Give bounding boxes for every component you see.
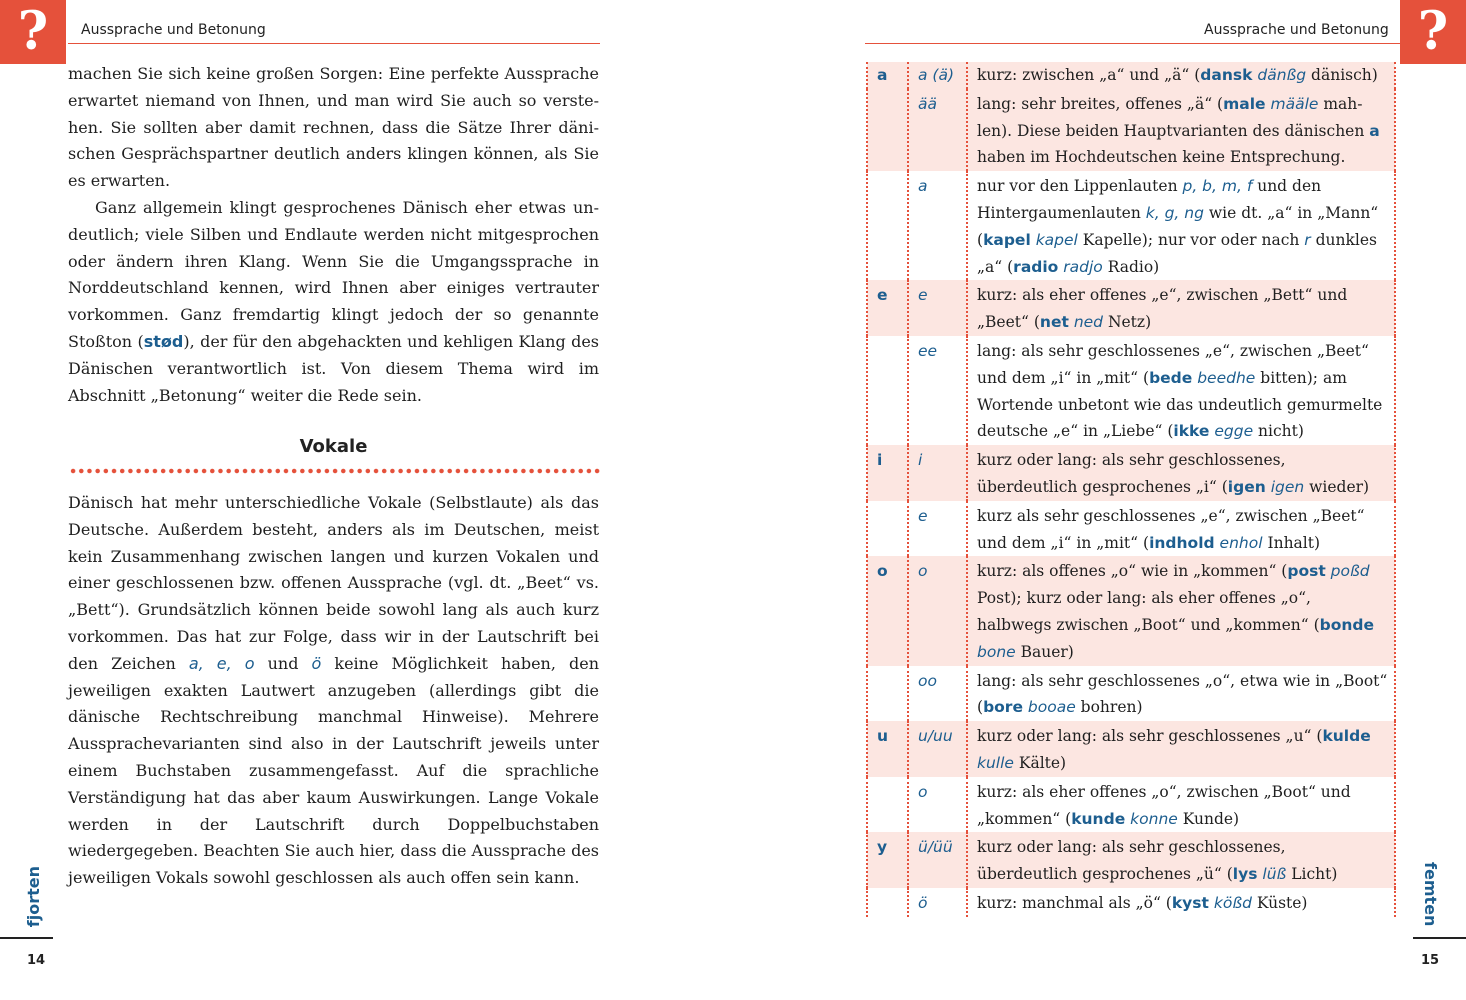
table-row: i i kurz oder lang: als sehr geschlossenes, überdeutlich gesprochenes „i“ (igen igen wieder)	[867, 445, 1395, 501]
table-row: ee lang: als sehr geschlossenes „e“, zwischen „Beet“ und dem „i“ in „mit“ (bede beedhe bitten); am Wortende unbetont wie das undeutlich gemurmelte deutsche „e“ in „Liebe“ (ikke egge nicht)	[867, 336, 1395, 445]
footer-rule-right	[1413, 937, 1466, 939]
paragraph: Dänisch hat mehr unterschiedliche Vokale (Selbstlaute) als das Deutsche. Außerdem besteht, anders als im Deutschen, meist kein Zusammenhang zwischen langen und kurzen Vokalen und einer geschlossenen bzw. offenen Aussprache (vgl. dt. „Beet“ vs. „Bett“). Grundsätzlich können beide sowohl lang als auch kurz vorkommen. Das hat zur Folge, dass wir in der Lautschrift bei den Zeichen a, e, o und ö keine Möglichkeit haben, den jeweiligen exakten Lautwert anzugeben (allerdings gibt die dänische Rechtschreibung manchmal Hinweise). Mehrere Aussprachevarianten sind also in der Lautschrift jeweils unter einem Buchstaben zusammengefasst. Auf die sprachliche Verständigung hat das aber kaum Auswirkungen. Lange Vokale werden in der Lautschrift durch Doppelbuchstaben wiedergegeben. Beachten Sie auch hier, dass die Aussprache des jeweiligen Vokals sowohl geschlossen als auch offen sein kann.	[68, 493, 600, 888]
running-head-right: Aussprache und Betonung	[1204, 22, 1389, 38]
page-number-word-left: fjorten	[24, 866, 43, 928]
head-rule-right	[865, 43, 1400, 44]
vowel-table	[866, 62, 1396, 917]
head-rule-left	[68, 43, 600, 44]
table-row: u u/uu kurz oder lang: als sehr geschlossenes „u“ (kulde kulle Kälte)	[867, 721, 1395, 777]
table-row: o o kurz: als offenes „o“ wie in „kommen“ (post poßd Post); kurz oder lang: als eher offenes „o“, halbwegs zwischen „Boot“ und „kommen“ (bonde bone Bauer)	[867, 556, 1395, 665]
intro-text	[68, 61, 599, 409]
question-mark-icon: ?	[1400, 0, 1466, 64]
table-row: e e kurz: als eher offenes „e“, zwischen „Bett“ und „Beet“ (net ned Netz)	[867, 280, 1395, 336]
paragraph: machen Sie sich keine großen Sorgen: Eine perfekte Aussprache erwartet niemand von Ihnen, und man wird Sie auch so verstehen. Sie sollten aber damit rechnen, dass die Sätze Ihrer dänischen Gesprächspartner deutlich anders klingen können, als Sie es erwarten.	[68, 64, 599, 191]
paragraph: Ganz allgemein klingt gesprochenes Dänisch eher etwas undeutlich; viele Silben und Endlaute werden nicht mitgesprochen oder ändern ihren Klang. Wenn Sie die Umgangssprache in Norddeutschland kennen, wird Ihnen aber einiges vertrauter vorkommen. Ganz fremdartig klingt jedoch der so genannte Stoßton (stød), der für den abgehackten und kehligen Klang des Dänischen verantwortlich ist. Von diesem Thema wird im Abschnitt „Betonung“ weiter die Rede sein.	[68, 197, 600, 405]
footer-rule-left	[0, 937, 53, 939]
question-mark-icon: ?	[0, 0, 66, 64]
table-row: o kurz: als eher offenes „o“, zwischen „Boot“ und „kommen“ (kunde konne Kunde)	[867, 777, 1395, 833]
table-row: a nur vor den Lippenlauten p, b, m, f und den Hintergaumenlauten k, g, ng wie dt. „a“ in „Mann“ (kapel kapel Kapelle); nur vor oder nach r dunkles „a“ (radio radjo Radio)	[867, 171, 1395, 280]
table-row: ää lang: sehr breites, offenes „ä“ (male määle mahlen). Diese beiden Hauptvarianten des dänischen a haben im Hochdeutschen keine Entsprechung.	[867, 89, 1395, 171]
page-number-word-right: femten	[1421, 862, 1440, 927]
highlight-word: stød	[143, 331, 184, 351]
table-row: y ü/üü kurz oder lang: als sehr geschlossenes, überdeutlich gesprochenes „ü“ (lys lüß Licht)	[867, 832, 1395, 888]
table-row: oo lang: als sehr geschlossenes „o“, etwa wie in „Boot“ (bore booae bohren)	[867, 666, 1395, 722]
dotted-divider	[69, 468, 600, 474]
running-head-left: Aussprache und Betonung	[81, 22, 266, 38]
table-row: ö kurz: manchmal als „ö“ (kyst kößd Küste)	[867, 888, 1395, 917]
table-row: a a (ä) kurz: zwischen „a“ und „ä“ (dansk dänßg dänisch)	[867, 62, 1395, 89]
vowel-text	[68, 490, 599, 892]
page-number-left: 14	[27, 953, 46, 968]
page-number-right: 15	[1421, 953, 1440, 968]
section-title: Vokale	[299, 436, 368, 457]
table-row: e kurz als sehr geschlossenes „e“, zwischen „Beet“ und dem „i“ in „mit“ (indhold enhol Inhalt)	[867, 501, 1395, 557]
